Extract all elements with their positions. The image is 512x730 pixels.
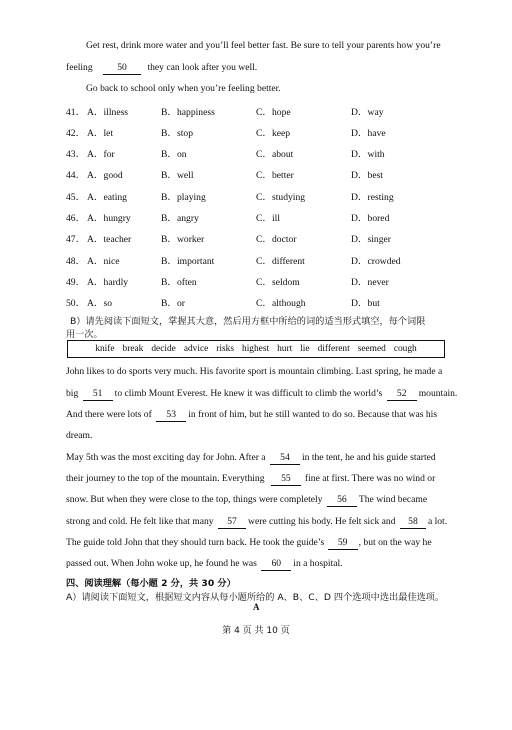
option-b: B．worker [161, 234, 205, 245]
passage-text: big [66, 388, 79, 399]
word-box-item: lie [300, 344, 310, 354]
intro-line-2-before: feeling [66, 62, 93, 73]
option-d: D．never [351, 277, 389, 288]
passage-line-2 [66, 388, 457, 401]
word-box-item: hurt [277, 344, 293, 354]
option-d: D．bored [351, 213, 390, 224]
option-row-42 [66, 125, 466, 139]
word-box-item: seemed [357, 344, 386, 354]
passage-text: a lot. [427, 516, 448, 527]
passage-text: their journey to the top of the mountain. Everything [66, 473, 265, 484]
blank-51: 51 [83, 389, 113, 401]
blank-56: 56 [327, 495, 357, 507]
passage-text: May 5th was the most exciting day for John. After a [66, 452, 266, 463]
question-number: 44． [66, 170, 86, 181]
option-c: C．about [256, 149, 294, 160]
passage-text: passed out. When John woke up, he found he was [66, 558, 257, 569]
passage-text: fine at first. There was no wind or [304, 473, 436, 484]
option-b: B．playing [161, 192, 206, 203]
blank-55: 55 [271, 474, 301, 486]
question-number: 49． [66, 277, 86, 288]
option-row-45 [66, 189, 466, 203]
word-box-item: knife [95, 344, 115, 354]
section-b-instruction-2: 用一次。 [66, 329, 103, 340]
option-b: B．or [161, 298, 185, 309]
option-a: A．nice [87, 256, 120, 267]
option-a: A．let [87, 128, 114, 139]
word-box-item: highest [242, 344, 270, 354]
option-b: B．well [161, 170, 194, 181]
option-d: D．with [351, 149, 385, 160]
option-c: C．although [256, 298, 306, 309]
option-row-49 [66, 274, 466, 288]
passage-line-8 [66, 516, 447, 529]
question-number: 47． [66, 234, 86, 245]
question-number: 50． [66, 298, 86, 309]
passage-line-7 [66, 494, 427, 507]
option-d: D．way [351, 107, 384, 118]
question-number: 45． [66, 192, 86, 203]
passage-line-1: John likes to do sports very much. His favorite sport is mountain climbing. Last spring, he made a [66, 366, 443, 377]
option-c: C．better [256, 170, 294, 181]
passage-line-4: dream. [66, 430, 93, 441]
passage-text: in front of him, but he still wanted to do so. Because that was his [188, 409, 438, 420]
word-box-item: cough [393, 344, 417, 354]
passage-line-10 [66, 558, 343, 571]
intro-line-2 [66, 62, 257, 75]
option-c: C．hope [256, 107, 291, 118]
passage-line-6 [66, 473, 435, 486]
passage-text: in the tent, he and his guide started [301, 452, 436, 463]
intro-line-2-after: they can look after you well. [147, 62, 258, 73]
passage-text: snow. But when they were close to the top, things were completely [66, 494, 323, 505]
blank-54: 54 [270, 453, 300, 465]
option-c: C．ill [256, 213, 280, 224]
option-row-41 [66, 104, 466, 118]
blank-60: 60 [261, 559, 291, 571]
option-row-48 [66, 253, 466, 267]
option-b: B．often [161, 277, 197, 288]
passage-text: The guide told John that they should turn back. He took the guide’s [66, 537, 325, 548]
page-footer: 第 4 页 共 10 页 [222, 626, 290, 636]
section-b-instruction-1: B）请先阅读下面短文，掌握其大意，然后用方框中所给的词的适当形式填空，每个词限 [70, 316, 426, 327]
option-a: A．good [87, 170, 123, 181]
option-row-47 [66, 231, 466, 245]
passage-line-5 [66, 452, 436, 465]
option-b: B．angry [161, 213, 199, 224]
option-a: A．hardly [87, 277, 129, 288]
option-row-43 [66, 146, 466, 160]
passage-text: The wind became [358, 494, 428, 505]
option-d: D．best [351, 170, 383, 181]
blank-57: 57 [218, 517, 246, 529]
option-c: C．seldom [256, 277, 300, 288]
question-number: 41． [66, 107, 86, 118]
option-a: A．eating [87, 192, 127, 203]
option-c: C．keep [256, 128, 291, 139]
passage-line-9 [66, 537, 432, 550]
option-c: C．studying [256, 192, 306, 203]
passage-text: were cutting his body. He felt sick and [248, 516, 396, 527]
question-number: 42． [66, 128, 86, 139]
question-number: 48． [66, 256, 86, 267]
option-a: A．illness [87, 107, 129, 118]
blank-50: 50 [103, 63, 141, 75]
passage-text: And there were lots of [66, 409, 152, 420]
word-box-item: decide [151, 344, 176, 354]
option-a: A．hungry [87, 213, 131, 224]
passage-text: strong and cold. He felt like that many [66, 516, 214, 527]
intro-line-1: Get rest, drink more water and you’ll feel better fast. Be sure to tell your parents how you’re [86, 40, 441, 51]
option-a: A．teacher [87, 234, 132, 245]
blank-52: 52 [387, 389, 417, 401]
intro-line-3: Go back to school only when you’re feeling better. [86, 83, 281, 94]
option-b: B．important [161, 256, 215, 267]
option-d: D．resting [351, 192, 394, 203]
passage-text: to climb Mount Everest. He knew it was difficult to climb the world’s [114, 388, 383, 399]
section-4-instruction: A）请阅读下面短文，根据短文内容从每小题所给的 A、B、C、D 四个选项中选出最佳选项。 [66, 592, 445, 603]
option-row-46 [66, 210, 466, 224]
option-d: D．crowded [351, 256, 401, 267]
word-box-item: break [122, 344, 144, 354]
word-box [67, 340, 445, 358]
question-number: 43． [66, 149, 86, 160]
blank-58: 58 [400, 517, 426, 529]
word-box-item: advice [183, 344, 209, 354]
passage-a-label: A [253, 602, 260, 612]
passage-text: in a hospital. [293, 558, 343, 569]
option-a: A．so [87, 298, 113, 309]
option-row-44 [66, 167, 466, 181]
blank-59: 59 [328, 538, 358, 550]
question-number: 46． [66, 213, 86, 224]
option-b: B．on [161, 149, 187, 160]
word-box-item: risks [216, 344, 234, 354]
passage-line-3 [66, 409, 437, 422]
option-d: D．but [351, 298, 380, 309]
option-c: C．different [256, 256, 305, 267]
section-4-heading: 四、阅读理解（每小题 2 分，共 30 分） [66, 578, 236, 589]
option-d: D．singer [351, 234, 391, 245]
option-b: B．stop [161, 128, 193, 139]
passage-text: mountain. [418, 388, 458, 399]
blank-53: 53 [156, 410, 186, 422]
option-b: B．happiness [161, 107, 215, 118]
option-row-50 [66, 295, 466, 309]
option-a: A．for [87, 149, 115, 160]
option-c: C．doctor [256, 234, 297, 245]
option-d: D．have [351, 128, 386, 139]
passage-text: , but on the way he [358, 537, 432, 548]
word-box-item: different [317, 344, 350, 354]
